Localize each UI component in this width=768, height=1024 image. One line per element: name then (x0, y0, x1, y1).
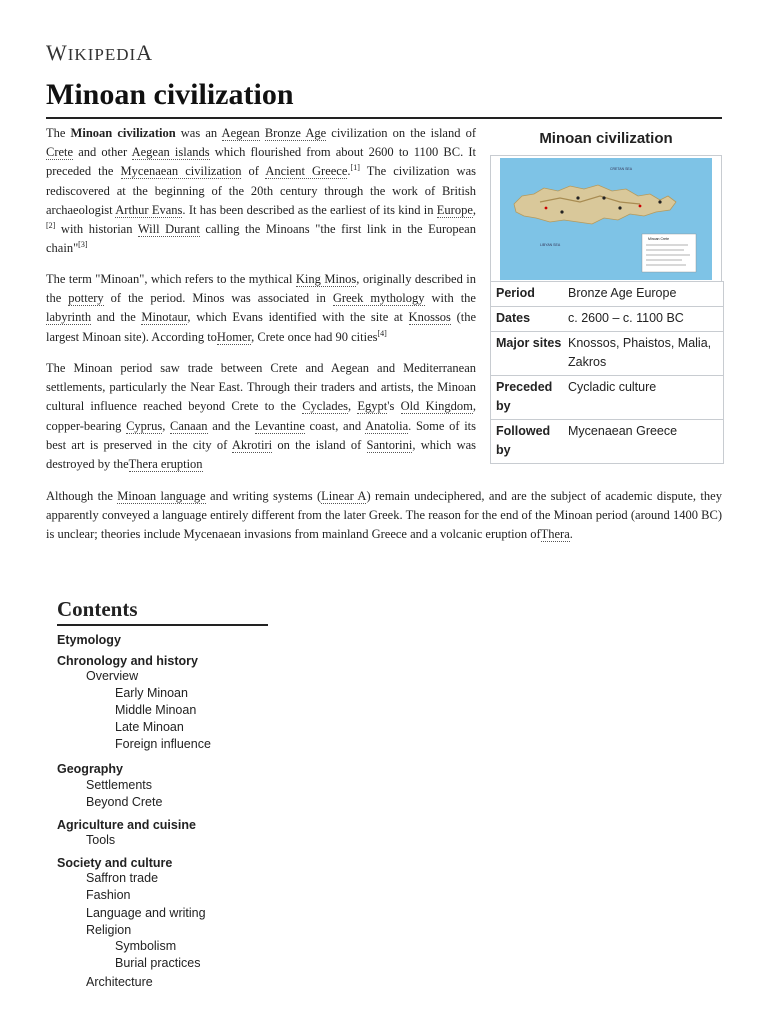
infobox-key: Followed by (496, 424, 551, 457)
link-akrotiri[interactable]: Akrotiri (231, 437, 273, 452)
toc-item-saffron-trade[interactable]: Saffron trade (86, 871, 159, 885)
site-marker (658, 200, 661, 203)
infobox-row (491, 281, 723, 306)
infobox-key: Period (496, 286, 535, 300)
link-mycenaean-civilization[interactable]: Mycenaean civilization (120, 164, 242, 179)
trade-paragraph: The Minoan period saw trade between Crete and Aegean and Mediterranean settlements, particularly the Near East. Through their traders and artists, the Minoan cultural influence reached beyond Crete to the Cyclades, Egypt's Old Kingdom, copper-bearing Cyprus, Canaan and the Levantine coast, and Anatolia. Some of its best art is preserved in the city of Akrotiri on the island of Santorini, which was destroyed by theThera eruption (46, 361, 477, 472)
toc-item-foreign-influence[interactable]: Foreign influence (115, 737, 211, 751)
infobox-title: Minoan civilization (539, 130, 673, 147)
infobox-value: Bronze Age Europe (568, 286, 677, 300)
toc-item-symbolism[interactable]: Symbolism (115, 939, 177, 953)
toc-item-society[interactable]: Society and culture (57, 856, 173, 870)
link-ancient-greece[interactable]: Ancient Greece (265, 164, 348, 179)
toc-item-fashion[interactable]: Fashion (86, 888, 131, 902)
link-thera[interactable]: Thera (540, 527, 570, 542)
infobox-key: Preceded by (496, 380, 553, 413)
link-labyrinth[interactable]: labyrinth (46, 310, 92, 325)
link-arthur-evans[interactable]: Arthur Evans (115, 202, 183, 217)
infobox-row (491, 419, 723, 463)
site-marker (618, 206, 621, 209)
toc-item-late-minoan[interactable]: Late Minoan (115, 720, 184, 734)
infobox-value[interactable]: Cycladic culture (568, 380, 657, 394)
link-bronze-age[interactable]: Bronze Age (264, 126, 327, 140)
link-aegean[interactable]: Aegean (221, 126, 260, 140)
toc-item-early-minoan[interactable]: Early Minoan (115, 686, 188, 700)
site-marker (545, 207, 548, 210)
map-legend-title: Minoan Crete (648, 237, 670, 241)
toc-item-geography[interactable]: Geography (57, 762, 123, 776)
link-minoan-language[interactable]: Minoan language (117, 489, 206, 503)
link-knossos[interactable]: Knossos (408, 310, 451, 325)
site-marker (576, 196, 579, 199)
infobox-row (491, 306, 723, 331)
link-cyclades[interactable]: Cyclades (302, 399, 349, 414)
title-divider (46, 117, 722, 119)
language-paragraph: Although the Minoan language and writing systems (Linear A) remain undeciphered, and are the subject of academic dispute, they apparently conveyed a language entirely different from the later Greek. The reason for the end of the Minoan period (around 1400 BC) is unclear; theories include Mycenaean invasions from mainland Greece and a volcanic eruption ofThera. (46, 489, 722, 542)
link-king-minos[interactable]: King Minos (295, 272, 357, 286)
crete-map-image[interactable] (500, 158, 712, 280)
infobox-row (491, 375, 723, 419)
link-cyprus[interactable]: Cyprus (126, 418, 163, 433)
wikipedia-wordmark[interactable] (46, 40, 153, 66)
toc-item-chronology[interactable]: Chronology and history (57, 654, 198, 668)
contents-divider (57, 624, 268, 626)
wordmark-letter: W (46, 40, 68, 65)
toc-item-middle-minoan[interactable]: Middle Minoan (115, 703, 197, 717)
infobox-value[interactable]: Mycenaean Greece (568, 424, 678, 438)
link-greek-mythology[interactable]: Greek mythology (332, 291, 425, 306)
map-sea-label: CRETAN SEA (610, 167, 633, 171)
toc-item-religion[interactable]: Religion (86, 923, 132, 937)
infobox-value[interactable]: Knossos, Phaistos, Malia, Zakros (568, 336, 712, 369)
toc-item-settlements[interactable]: Settlements (86, 778, 153, 792)
infobox-row (491, 331, 723, 375)
link-canaan[interactable]: Canaan (170, 418, 208, 433)
link-pottery[interactable]: pottery (68, 291, 104, 306)
etymology-paragraph: The term "Minoan", which refers to the mythical King Minos, originally described in the pottery of the period. Minos was associated in Greek mythology with the labyrinth and the Minotaur, which Evans identified with the site at Knossos (the largest Minoan site). According toHomer, Crete once had 90 cities[4] (46, 272, 476, 344)
reference-3[interactable]: [3] (78, 240, 88, 250)
infobox-key: Major sites (496, 336, 562, 350)
link-levantine[interactable]: Levantine (254, 418, 305, 433)
site-marker (602, 196, 605, 199)
map-sea-label: LIBYAN SEA (540, 243, 561, 247)
infobox-value: c. 2600 – c. 1100 BC (568, 311, 684, 325)
bold-term: Minoan civilization (70, 126, 176, 140)
link-anatolia[interactable]: Anatolia (365, 418, 409, 433)
link-europe[interactable]: Europe (436, 202, 473, 217)
toc-item-tools[interactable]: Tools (86, 833, 116, 847)
toc-item-architecture[interactable]: Architecture (86, 975, 153, 989)
link-crete[interactable]: Crete (46, 145, 74, 160)
infobox-table (490, 281, 724, 464)
wordmark-letter: A (136, 40, 154, 65)
contents-heading: Contents (57, 597, 138, 621)
toc-item-beyond-crete[interactable]: Beyond Crete (86, 795, 163, 809)
link-will-durant[interactable]: Will Durant (137, 222, 200, 237)
reference-1[interactable]: [1] (350, 163, 360, 173)
link-linear-a[interactable]: Linear A (321, 489, 367, 503)
toc-item-language-writing[interactable]: Language and writing (86, 906, 206, 920)
toc-item-etymology[interactable]: Etymology (57, 633, 121, 647)
wordmark-letters: IKIPEDI (67, 45, 137, 64)
intro-paragraph: The Minoan civilization was an Aegean Bronze Age civilization on the island of Crete and other Aegean islands which flourished from about 2600 to 1100 BC. It preceded the Mycenaean civilization of Ancient Greece.[1] The civilization was rediscovered at the beginning of the 20th century through the work of British archaeologist Arthur Evans. It has been described as the earliest of its kind in Europe,[2] with historian Will Durant calling the Minoans "the first link in the European chain"[3] (46, 126, 477, 256)
toc-item-agriculture[interactable]: Agriculture and cuisine (57, 818, 196, 832)
toc-item-burial-practices[interactable]: Burial practices (115, 956, 201, 970)
link-egypt[interactable]: Egypt (357, 399, 388, 414)
link-aegean-islands[interactable]: Aegean islands (131, 145, 210, 160)
toc-item-overview[interactable]: Overview (86, 669, 139, 683)
link-homer[interactable]: Homer (216, 329, 252, 344)
reference-4[interactable]: [4] (377, 328, 387, 338)
link-old-kingdom[interactable]: Old Kingdom (400, 399, 473, 414)
site-marker (560, 210, 563, 213)
link-minotaur[interactable]: Minotaur (141, 310, 188, 325)
reference-2[interactable]: [2] (46, 220, 56, 230)
page-title: Minoan civilization (46, 78, 294, 111)
link-thera-eruption[interactable]: Thera eruption (128, 457, 203, 472)
site-marker (639, 205, 642, 208)
link-santorini[interactable]: Santorini (366, 437, 413, 452)
infobox-key: Dates (496, 311, 531, 325)
